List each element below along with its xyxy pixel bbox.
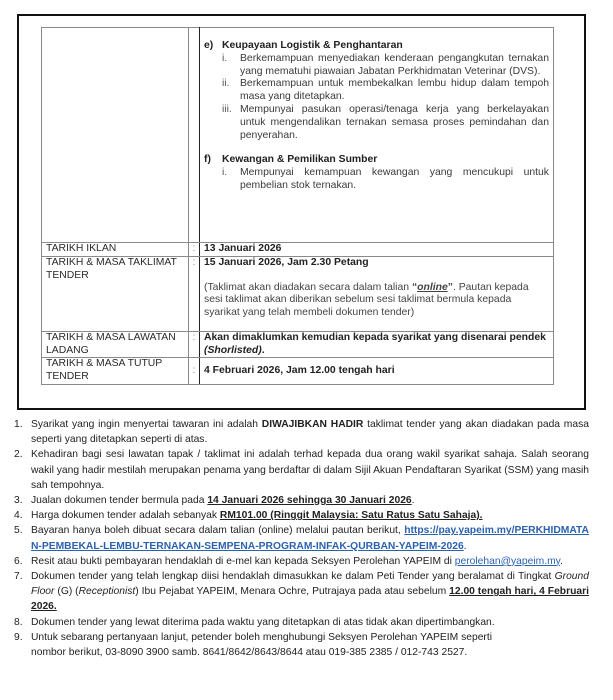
row-value: 15 Januari 2026, Jam 2.30 Petang (Taklimat akan diadakan secara dalam talian “online”. Pautan kepada sesi taklimat akan diberikan sebelum sesi taklimat bermula kepada syarikat yang telah membeli dokumen tender) <box>200 256 554 331</box>
requirements-label-cell <box>42 28 189 243</box>
note-item: 8. Dokumen tender yang lewat diterima pada waktu yang ditetapkan di atas tidak akan dipertimbangkan. <box>14 616 495 628</box>
row-separator: : <box>189 331 200 358</box>
note-item: 7. Dokumen tender yang telah lengkap diisi hendaklah dimasukkan ke dalam Peti Tender yang beralamat di Tingkat Ground Floor (G) (Receptionist) Ibu Pejabat YAPEIM, Menara Ochre, Putrajaya pada atau sebelum 12.00 tengah hari, 4 Februari 2026. <box>14 571 589 613</box>
row-label: TARIKH & MASA TAKLIMAT TENDER <box>42 256 189 331</box>
section-e-item-3: iii. Mempunyai pasukan operasi/tenaga kerja yang berkelayakan untuk mengendalikan ternakan semasa proses pemindahan dan penyerahan. <box>222 103 549 141</box>
row-separator: : <box>189 358 200 385</box>
row-value: Akan dimaklumkan kemudian kepada syarikat yang disenarai pendek (Shorlisted). <box>200 331 554 358</box>
table-row-tutup-tender <box>42 358 554 385</box>
section-e-item-2: ii. Berkemampuan untuk membekalkan lembu hidup dalam tempoh masa yang ditetapkan. <box>222 78 549 103</box>
email-link[interactable]: perolehan@yapeim.my <box>454 555 561 567</box>
section-f-item-1: i. Mempunyai kemampuan kewangan yang mencukupi untuk pembelian stok ternakan. <box>222 167 549 191</box>
table-row-taklimat <box>42 256 554 331</box>
briefing-note: (Taklimat akan diadakan secara dalam talian “online”. Pautan kepada sesi taklimat akan diberikan sebelum sesi taklimat bermula kepada syarikat yang telah membeli dokumen tender) <box>204 281 529 319</box>
section-e-item-1: i. Berkemampuan menyediakan kenderaan pengangkutan ternakan yang mematuhi piawaian Jabatan Perkhidmatan Veterinar (DVS). <box>222 52 549 77</box>
table-row-tarikh-iklan <box>42 243 554 257</box>
row-label: TARIKH IKLAN <box>42 243 189 257</box>
payment-link[interactable]: https://pay.yapeim.my/PERKHIDMATAN-PEMBEKAL-LEMBU-TERNAKAN-SEMPENA-PROGRAM-INFAK-QURBAN-YAPEIM-2026 <box>31 525 589 552</box>
notes-list <box>14 417 589 660</box>
row-separator: : <box>189 256 200 331</box>
note-item: 2. Kehadiran bagi sesi lawatan tapak / taklimat ini adalah terhad kepada dua orang wakil syarikat sahaja. Salah seorang wakil yang hadir mestilah merupakan penama yang berdaftar di dalam Sijil Akuan Pendaftaran Syarikat (SSM) yang masih sah tempohnya. <box>14 449 589 491</box>
row-value: 4 Februari 2026, Jam 12.00 tengah hari <box>200 358 554 385</box>
row-label: TARIKH & MASA LAWATAN LADANG <box>42 331 189 358</box>
requirements-sep-cell <box>189 28 200 243</box>
table-row-lawatan <box>42 331 554 358</box>
row-separator: : <box>189 243 200 257</box>
requirements-content <box>200 28 554 243</box>
note-item: 6. Resit atau bukti pembayaran hendaklah di e-mel kan kepada Seksyen Perolehan YAPEIM di perolehan@yapeim.my. <box>14 555 563 567</box>
note-item: 5. Bayaran hanya boleh dibuat secara dalam talian (online) melalui pautan berikut, https://pay.yapeim.my/PERKHIDMATAN-PEMBEKAL-LEMBU-TERNAKAN-SEMPENA-PROGRAM-INFAK-QURBAN-YAPEIM-2026. <box>14 525 589 552</box>
requirements-row <box>42 28 554 243</box>
row-label: TARIKH & MASA TUTUP TENDER <box>42 358 189 385</box>
section-f-heading: f) Kewangan & Pemilikan Sumber <box>204 154 378 166</box>
note-item: 1. Syarikat yang ingin menyertai tawaran ini adalah DIWAJIBKAN HADIR taklimat tender yang akan diadakan pada masa seperti yang ditetapkan seperti di atas. <box>14 419 589 446</box>
row-value: 13 Januari 2026 <box>200 243 554 257</box>
section-e-heading: e) Keupayaan Logistik & Penghantaran <box>204 40 403 51</box>
note-item: 9. Untuk sebarang pertanyaan lanjut, petender boleh menghubungi Seksyen Perolehan YAPEIM seperti nombor berikut, 03-8090 3900 samb. 8641/8642/8643/8644 atau 019-385 2385 / 012-743 2527. <box>14 631 492 659</box>
note-item: 3. Jualan dokumen tender bermula pada 14 Januari 2026 sehingga 30 Januari 2026. <box>14 495 415 507</box>
tender-details-table <box>41 27 554 385</box>
note-item: 4. Harga dokumen tender adalah sebanyak RM101.00 (Ringgit Malaysia: Satu Ratus Satu Sahaja). <box>14 510 483 522</box>
